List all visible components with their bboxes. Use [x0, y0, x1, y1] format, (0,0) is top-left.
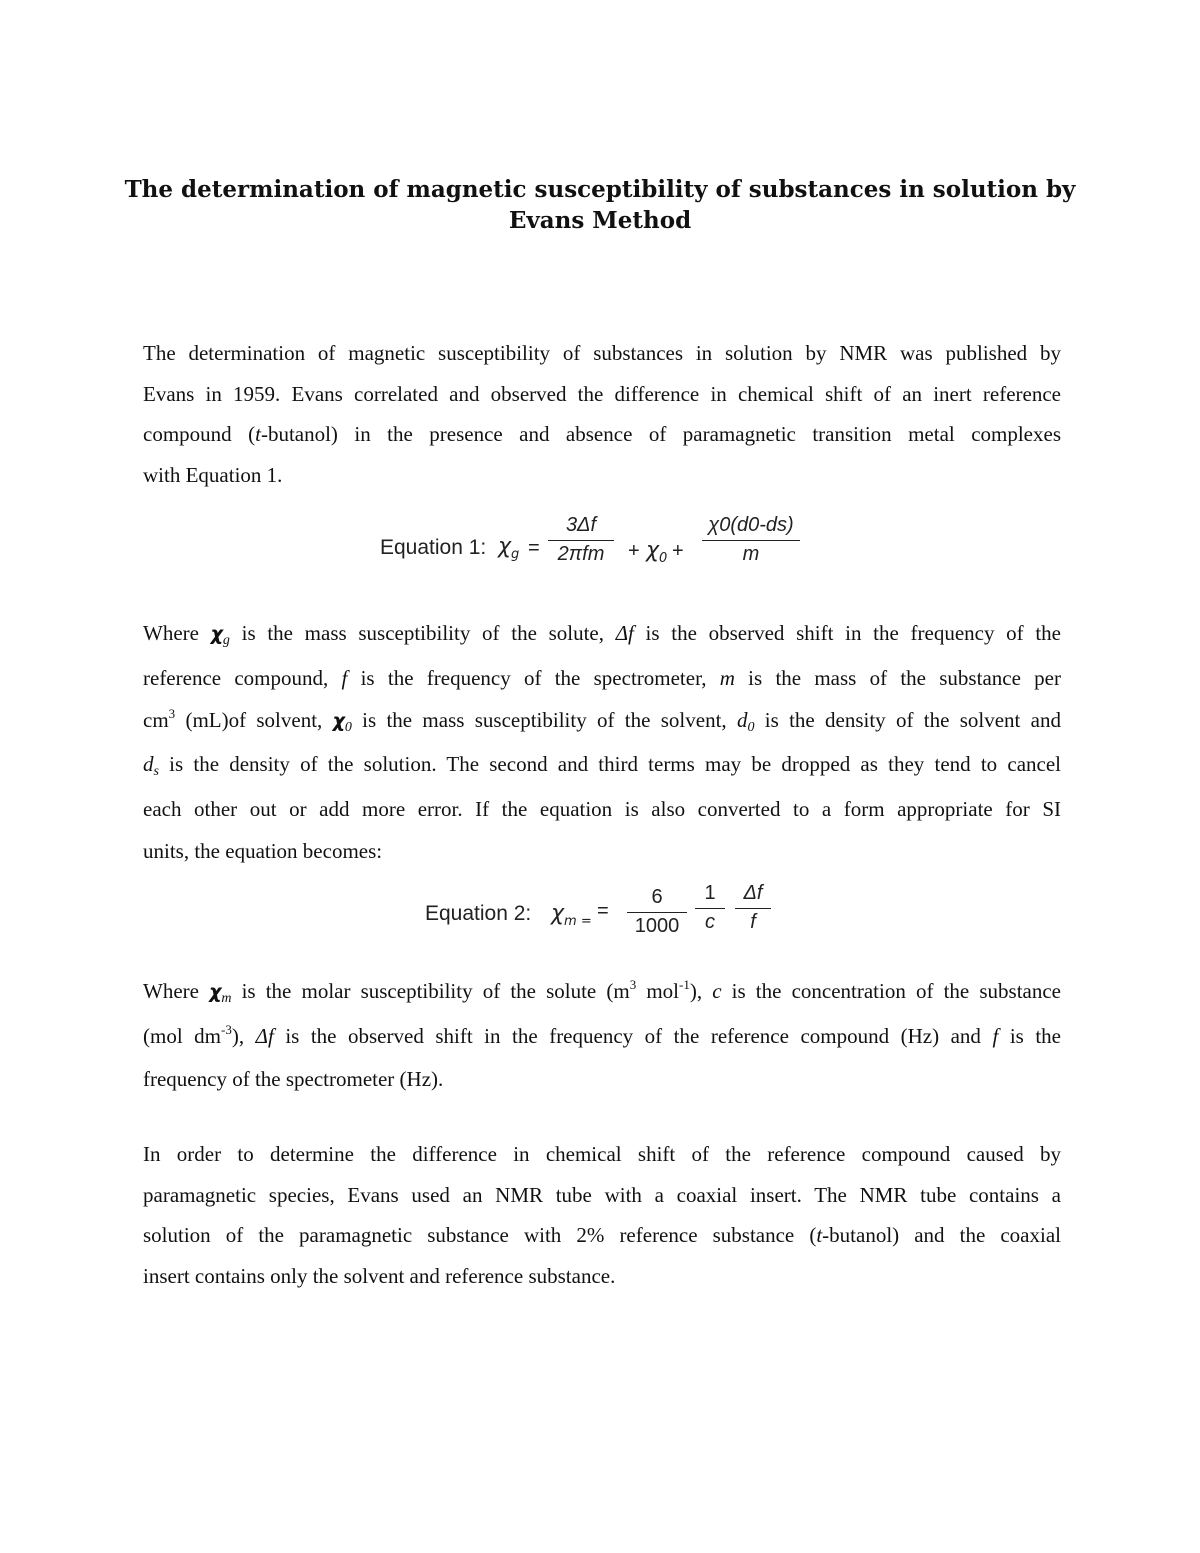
intro-text: -butanol) in the presence and absence of paramagnetic transition metal complexes — [260, 422, 1061, 447]
equation-1-fraction-1 — [548, 514, 614, 566]
chi-subscript: g — [222, 633, 230, 648]
text: Where — [143, 979, 210, 1003]
molar-line-3: frequency of the spectrometer (Hz). — [143, 1067, 444, 1092]
coaxial-line-1: In order to determine the difference in chemical shift of the reference compound caused by — [143, 1142, 1061, 1166]
coaxial-line-2: paramagnetic species, Evans used an NMR tube with a coaxial insert. The NMR tube contains a — [143, 1182, 1061, 1207]
equation-2-equals: = — [597, 900, 609, 922]
intro-paragraph — [143, 333, 1061, 495]
fraction-denominator: f — [735, 908, 771, 934]
f-symbol: f — [992, 1023, 999, 1048]
d-symbol: d — [143, 752, 154, 777]
chi-symbol: χ — [332, 709, 345, 732]
equation-1 — [380, 510, 810, 590]
text: cm — [143, 707, 169, 732]
fraction-denominator: 2πfm — [548, 540, 614, 566]
equation-1-plus-2: + — [672, 540, 684, 562]
chi-subscript: 0 — [659, 551, 668, 566]
text: is the mass of the substance per — [734, 665, 1061, 690]
definitions-line-5: each other out or add more error. If the equation is also converted to a form appropriate for SI — [143, 797, 1061, 822]
text: reference compound, — [143, 665, 342, 690]
text: is the density of the solvent and — [754, 707, 1061, 732]
text: is the density of the solution. The second and third terms may be dropped as they tend to cancel — [158, 752, 1061, 777]
f-symbol: f — [341, 665, 348, 690]
text: -butanol) and the coaxial — [822, 1223, 1061, 1248]
text: is the observed shift in the frequency of the — [633, 621, 1061, 645]
chi-symbol: χ — [551, 901, 565, 926]
superscript: -3 — [221, 1021, 232, 1037]
document-title-line-1: The determination of magnetic susceptibility of substances in solution by — [124, 176, 1076, 203]
molar-line-1 — [143, 971, 1061, 1016]
delta-f: Δf — [255, 1023, 274, 1048]
coaxial-line-3 — [143, 1215, 1061, 1256]
superscript: 3 — [168, 705, 176, 721]
superscript: -1 — [679, 977, 690, 992]
chi-subscript: 0 — [344, 719, 352, 735]
intro-text: compound ( — [143, 422, 256, 447]
text: is the mass susceptibility of the solute, — [229, 621, 616, 645]
fraction-denominator: 1000 — [627, 912, 687, 938]
chi-symbol: χ — [210, 623, 223, 645]
equation-2-chi-m — [551, 901, 592, 929]
equation-1-equals: = — [528, 537, 540, 559]
coaxial-paragraph — [143, 1134, 1061, 1296]
equation-2-label: Equation 2: — [425, 902, 532, 925]
definitions-line-3 — [143, 700, 1061, 745]
equation-2-fraction-2 — [695, 882, 725, 934]
intro-line-4: with Equation 1. — [143, 462, 283, 487]
fraction-numerator: χ0(d0-ds) — [708, 514, 794, 536]
m-symbol: m — [719, 665, 735, 690]
superscript: 3 — [629, 977, 637, 992]
chi-symbol: χ — [498, 534, 512, 559]
fraction-denominator: c — [695, 908, 725, 934]
fraction-numerator: Δf — [743, 882, 763, 904]
d-symbol: d — [736, 707, 748, 732]
definitions-line-1 — [143, 613, 1061, 658]
chi-subscript: m — [221, 991, 232, 1006]
equation-2-fraction-1 — [627, 886, 687, 938]
definitions-paragraph-1 — [143, 613, 1061, 873]
fraction-numerator: 1 — [704, 882, 716, 904]
chi-symbol: χ — [646, 538, 660, 563]
definitions-line-2 — [143, 658, 1061, 700]
fraction-denominator: m — [702, 540, 800, 566]
text: is the observed shift in the frequency of the reference compound (Hz) and — [273, 1023, 993, 1048]
equation-1-chi-g — [498, 534, 520, 562]
fraction-numerator: 3Δf — [565, 514, 597, 536]
intro-line-2: Evans in 1959. Evans correlated and observed the difference in chemical shift of an inert reference — [143, 381, 1061, 406]
text: ), — [689, 979, 713, 1003]
document-title-line-2: Evans Method — [508, 207, 692, 234]
text: (mol dm — [143, 1023, 222, 1048]
text: solution of the paramagnetic substance with 2% reference substance ( — [143, 1223, 817, 1248]
intro-line-3 — [143, 414, 1061, 455]
text: (mL)of solvent, — [175, 707, 333, 732]
subscript: s — [153, 764, 159, 780]
text: is the mass susceptibility of the solvent, — [351, 707, 737, 732]
delta-f: Δf — [615, 621, 634, 645]
equation-2-fraction-3 — [735, 882, 771, 934]
text: ), — [231, 1023, 256, 1048]
chi-symbol: χ — [209, 981, 222, 1003]
intro-line-1: The determination of magnetic susceptibility of substances in solution by NMR was published by — [143, 341, 1061, 365]
definitions-line-4 — [143, 744, 1061, 789]
fraction-numerator: 6 — [651, 886, 663, 908]
intro-italic-t: t — [255, 422, 261, 447]
chi-subscript: g — [511, 547, 520, 562]
equation-1-label: Equation 1: — [380, 536, 487, 559]
text: Where — [143, 621, 211, 645]
subscript: 0 — [747, 719, 755, 735]
text: is the frequency of the spectrometer, — [347, 665, 720, 690]
equation-1-fraction-2 — [702, 514, 800, 566]
text: mol — [636, 979, 679, 1003]
text: is the concentration of the substance — [721, 979, 1061, 1003]
text: is the — [998, 1023, 1061, 1048]
text: is the molar susceptibility of the solute (m — [231, 979, 630, 1003]
equation-1-plus-1: + — [628, 540, 640, 562]
italic-t: t — [816, 1223, 823, 1248]
coaxial-line-4: insert contains only the solvent and reference substance. — [143, 1263, 616, 1288]
molar-line-2 — [143, 1016, 1061, 1060]
definitions-paragraph-2 — [143, 971, 1061, 1100]
equation-2 — [425, 880, 785, 950]
definitions-line-6: units, the equation becomes: — [143, 838, 383, 863]
c-symbol: c — [712, 979, 722, 1003]
equation-1-chi-0 — [646, 538, 668, 566]
chi-subscript: m = — [564, 914, 592, 929]
